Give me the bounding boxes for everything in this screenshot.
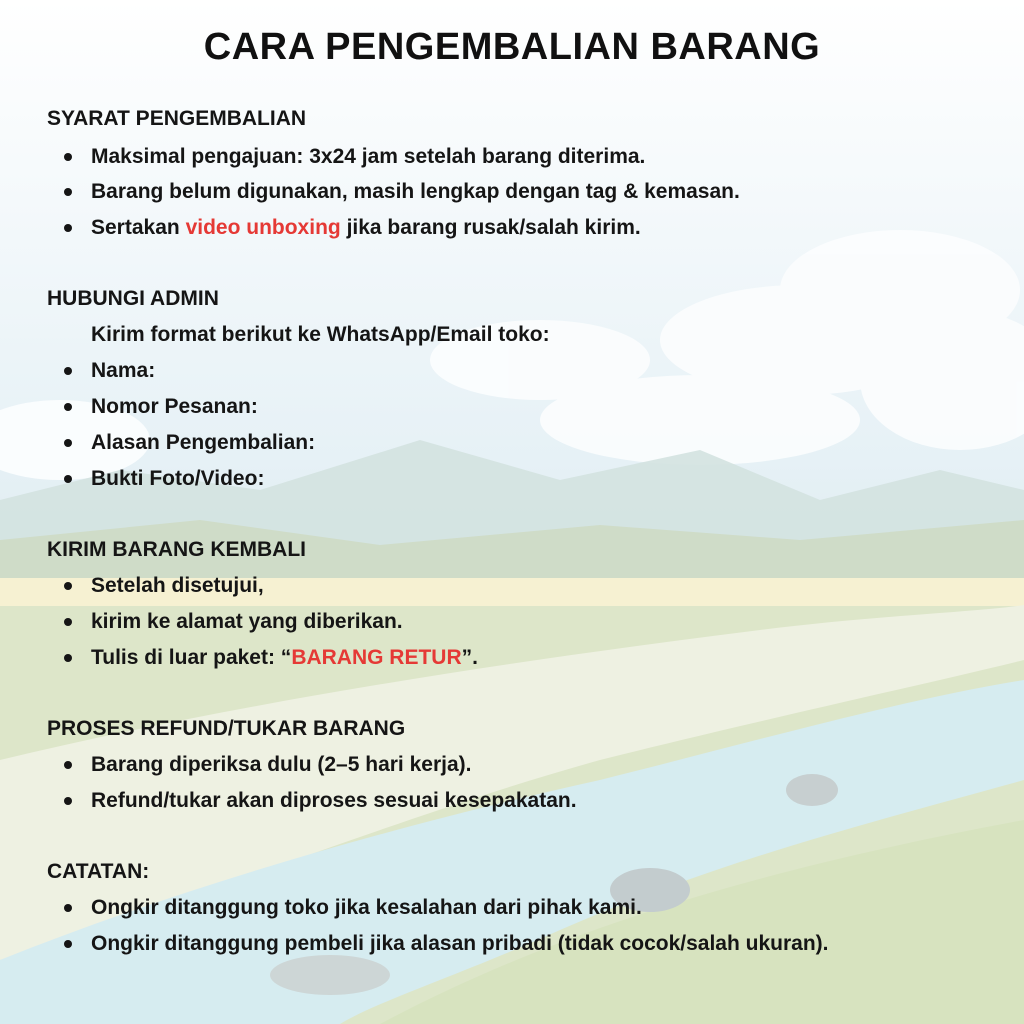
list-item: Alasan Pengembalian: [91,431,316,454]
highlight-text: BARANG RETUR [291,646,462,669]
list-item: Ongkir ditanggung toko jika kesalahan dari pihak kami. [91,896,642,919]
page-title: CARA PENGEMBALIAN BARANG [203,26,821,68]
list-item: Ongkir ditanggung pembeli jika alasan pribadi (tidak cocok/salah ukuran). [91,932,829,955]
list-item: Nomor Pesanan: [91,395,258,418]
list-item: kirim ke alamat yang diberikan. [91,610,403,633]
item-text: Tulis di luar paket: “ [91,646,292,669]
section-heading-proses-refund: PROSES REFUND/TUKAR BARANG [47,717,406,740]
highlight-text: video unboxing [185,216,341,239]
list-item: Setelah disetujui, [91,574,264,597]
list-item: Barang belum digunakan, masih lengkap dengan tag & kemasan. [91,180,740,203]
section-heading-hubungi-admin: HUBUNGI ADMIN [47,287,219,310]
item-text: jika barang rusak/salah kirim. [340,216,641,239]
section-heading-syarat: SYARAT PENGEMBALIAN [47,107,307,130]
list-item [91,645,478,671]
list-item: Refund/tukar akan diproses sesuai kesepakatan. [91,789,577,812]
list-item: Barang diperiksa dulu (2–5 hari kerja). [91,753,472,776]
section-heading-catatan: CATATAN: [47,860,150,883]
list-item: Bukti Foto/Video: [91,467,265,490]
section-intro: Kirim format berikut ke WhatsApp/Email toko: [91,323,550,346]
section-heading-kirim-barang: KIRIM BARANG KEMBALI [47,538,306,561]
list-item: Maksimal pengajuan: 3x24 jam setelah barang diterima. [91,145,646,168]
list-item: Nama: [91,359,156,382]
item-text: Sertakan [91,216,186,239]
item-text: ”. [461,646,478,669]
list-item [91,215,641,241]
